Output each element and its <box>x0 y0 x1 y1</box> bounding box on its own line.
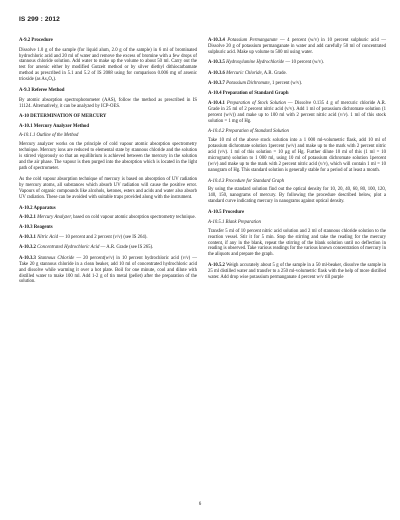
subsection-heading: A-10.1.1 Outline of the Method <box>19 133 79 139</box>
clause-text: — 20 percent(w/v) in 10 percent hydrochloric acid (v/v) — Take 20 g stannous chloride in a clean beaker, add 10 ml of concentrated hydrochloric acid and dissolve while warming it over a hot plate. Boil for one minute, cool and dilute with distilled water to make 100 ml. Add 1-2 g of tin metal (pellet) after the preparation of the solution. <box>19 255 198 285</box>
clause-number: A-10.3.1 <box>19 234 36 240</box>
section-heading: A-9.3 Referee Method <box>19 88 65 94</box>
clause-number: A-10.4.1 <box>208 100 225 106</box>
clause <box>19 235 197 241</box>
clause-title: Mercuric Chloride, <box>226 70 263 76</box>
clause <box>208 71 386 77</box>
clause-text: — Dissolve 0.135 4 g of mercuric chloride A.R. Grade in 25 ml of 2 percent nitric acid (v/v). Add 1 ml of potassium dichromate solution (1 percent (w/v)) and make up to 100 ml with 2 percent nitric acid (v/v). 1 ml of this stock solution = 1 mg of Hg. <box>208 100 387 124</box>
section-heading: A-10.2 Apparatus <box>19 205 56 211</box>
clause-text: based on cold vapour atomic absorption spectrometry technique. <box>73 215 196 221</box>
clause-title: Hydroxylamine Hydrochloride <box>226 60 285 66</box>
right-column <box>208 38 386 285</box>
clause-text: A.R. Grade. <box>263 70 287 76</box>
clause-title: Mercury Analyzer, <box>37 215 72 221</box>
left-column <box>19 38 197 290</box>
clause-number: A-10.3.7 <box>208 80 225 86</box>
subsection-heading: A-10.4.2 Preparation of Standard Solution <box>208 129 289 135</box>
section-heading: A-10.1 Mercury Analyzer Method <box>19 123 90 129</box>
clause <box>208 81 386 87</box>
clause-text: — 4 percent (w/v) in 10 percent sulphuric acid — Dissolve 20 g of potassium permanganate in water and add carefully 50 ml of concentrated sulphuric acid. Make up volume to 500 ml using water. <box>208 38 387 55</box>
section-heading: A-9.2 Procedure <box>19 38 53 43</box>
standard-number: IS 299 : 2012 <box>19 16 60 23</box>
clause <box>208 38 386 56</box>
clause-title: Nitric Acid <box>37 234 58 240</box>
clause-number: A-10.3.3 <box>19 255 36 261</box>
clause-number: A-10.5.2 <box>208 263 225 269</box>
clause-text: — 10 percent (w/v). <box>285 60 324 66</box>
clause-title: Concentrated Hydrochloric Acid <box>37 245 100 251</box>
clause-text: — A.R. Grade (see IS 265). <box>100 245 154 251</box>
paragraph: Transfer 5 ml of 10 percent nitric acid solution and 2 ml of stannous chloride solution to the reaction vessel. Stir it for 5 min. Stop the stirring and take the reading for the mercury content, if any in the blank, repeat the stirring of the blank solution until no deflection in reading is observed. Take various readings for the various known concentration of mercury in the aliquots and prepare the graph. <box>208 228 386 258</box>
clause-text: 1 percent (w/v). <box>271 80 303 86</box>
section-heading: A-10.5 Procedure <box>208 210 245 216</box>
clause <box>208 101 386 125</box>
paragraph: As the cold vapour absorption technique of mercury is based on absorption of UV radiation by mercury atoms, all substances which absorb UV radiation will cause the positive error. Vapours of organic compounds like alcohols, ketones, esters and acids and water also absorb UV radiation. These can be avoided with suitable traps provided along with the instrument. <box>19 176 197 200</box>
clause-number: A-10.2.1 <box>19 215 36 221</box>
clause-title: Potassium Dichromate, <box>226 80 271 86</box>
clause <box>208 60 386 66</box>
clause <box>208 263 386 281</box>
paragraph: Mercury analyzer works on the principle of cold vapour atomic absorption spectrometry technique. Mercury ions are reduced to elemental state by stannous chloride and the solution is stirred vigorously so that an equilibrium is achieved between the mercury in the solution and the air phase. The vapour is then purged into the absorption which is located in the light path of spectrometer. <box>19 142 197 172</box>
section-heading: A-10 DETERMINATION OF MERCURY <box>19 114 107 120</box>
section-heading: A-10.3 Reagents <box>19 225 53 231</box>
paragraph: Take 10 ml of the above stock solution into a 1 000 ml-volumetric flask, add 10 ml of potassium dichromate solution 1percent (w/v) and make up to the mark with 2 percent nitric acid (v/v). 1 ml of this solution = 10 µg of Hg. Further dilute 10 ml of this (1 ml = 10 microgram) solution to 1 000 ml, using 10 ml of potassium dichromate solution 1percent (w/v) and make up to the mark with 2 percent nitric acid (v/v), which will contain 1 ml = 10 nanogram of Hg. This standard solution is generally stable for a period of at least a month. <box>208 137 386 173</box>
clause-number: A-10.3.2 <box>19 245 36 251</box>
paragraph: By using the standard solution find out the optical density for 10, 20, 40, 60, 80, 100, 120, 140, 150, nanograms of mercury. By following the procedure described below, plot a standard curve indicating mercury in nanograms against optical density. <box>208 187 386 205</box>
clause-title: Stannous Chloride <box>37 255 75 261</box>
clause <box>19 245 197 251</box>
page-number: 6 <box>198 502 202 507</box>
clause <box>19 215 197 221</box>
paragraph: By atomic absorption spectrophotometer (AAS), follow the method as prescribed in IS 11124. Alternatively, it can be analyzed by ICP-OES. <box>19 97 197 109</box>
clause-number: A-10.3.5 <box>208 60 225 66</box>
subsection-heading: A-10.4.3 Procedure for Standard Graph <box>208 178 284 184</box>
subsection-heading: A-10.5.1 Blank Preparation <box>208 219 261 225</box>
clause-title: Preparation of Stock Solution <box>226 100 286 106</box>
clause <box>19 256 197 286</box>
clause-title: Potassium Permanganate <box>227 38 278 43</box>
section-heading: A-10.4 Preparation of Standard Graph <box>208 91 289 97</box>
paragraph: Dissolve 1.0 g of the sample (for liquid alum, 2.0 g of the sample) in 6 ml of brominated hydrochloric acid and 20 ml of water and remove the excess of bromine with a few drops of stannous chloride solution. Add water to make up the volume to about 50 ml. Carry out the test for arsenic either by modified Gutzeit method or by silver diethyl dithiocarbamate method as prescribed in 5.1 and 5.2 of IS 2088 using for comparison 0.006 mg of arsenic trioxide (as As₂O₃). <box>19 47 197 83</box>
clause-text: — 10 percent and 2 percent (v/v) (see IS 264). <box>59 234 148 240</box>
clause-number: A-10.3.6 <box>208 70 225 76</box>
clause-number: A-10.3.4 <box>208 38 225 43</box>
clause-text: Weigh accurately about 5 g of the sample in a 50 ml-beaker, dissolve the sample in 25 ml distilled water and transfer to a 250 ml-volumetric flask with the help of more distilled water. Add drop wise potassium permanganate 4 percent w/v till purple <box>208 263 386 281</box>
